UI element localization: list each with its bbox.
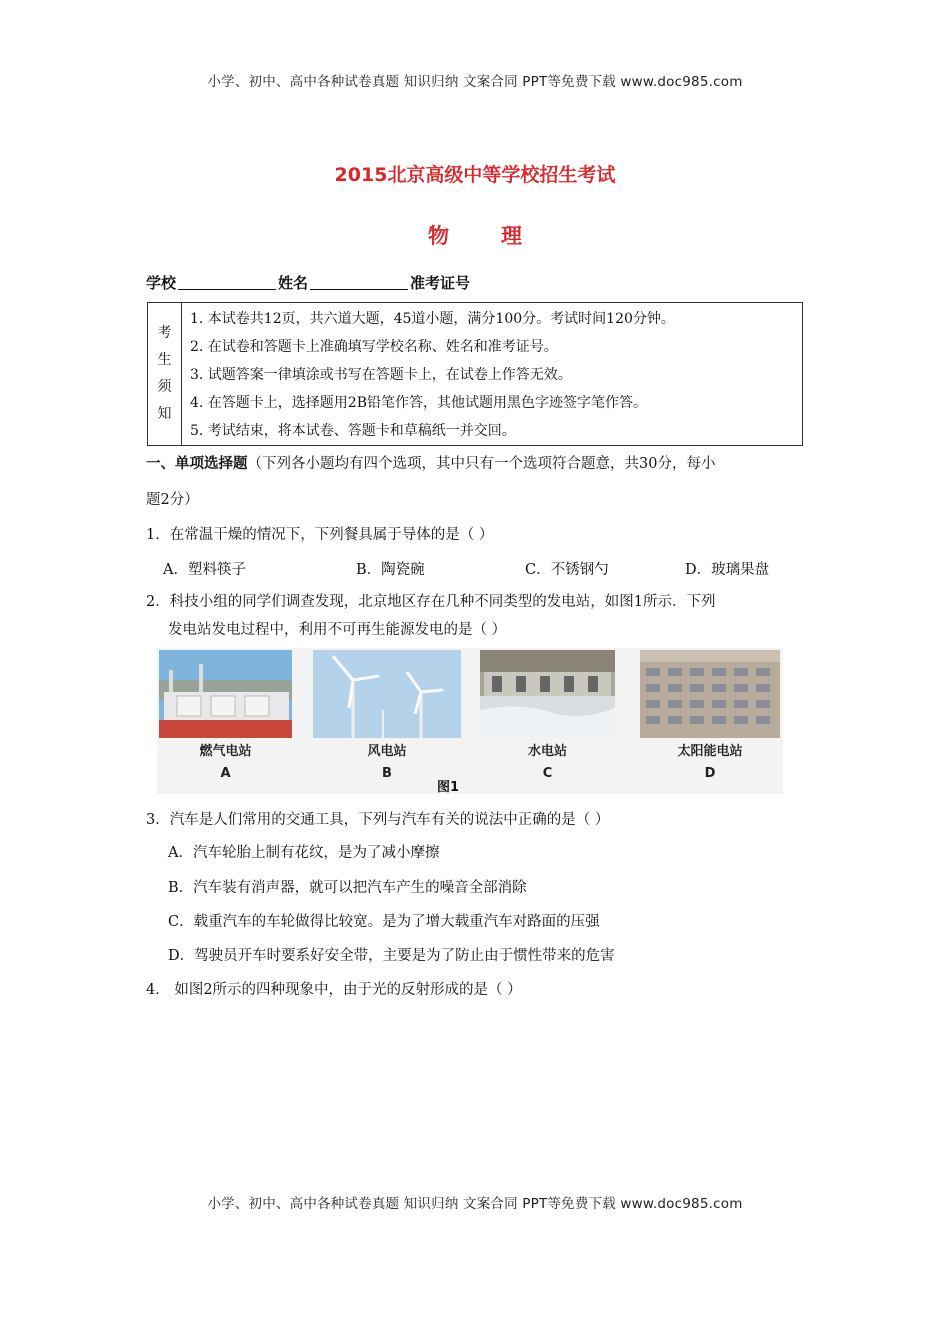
page-header: 小学、初中、高中各种试卷真题 知识归纳 文案合同 PPT等免费下载 www.doc985.com [207, 74, 743, 90]
q3-option-a: A．汽车轮胎上制有花纹，是为了减小摩擦 [168, 845, 440, 861]
hydro-power-station-image [480, 650, 615, 738]
caption-hydro: 水电站 [527, 744, 567, 759]
caption-gas: 燃气电站 [199, 744, 252, 759]
gas-power-station-image [159, 650, 292, 738]
letter-d: D [704, 766, 716, 781]
letter-b: B [382, 766, 392, 781]
notice-item: 4. 在答题卡上，选择题用2B铅笔作答，其他试题用黑色字迹签字笔作答。 [190, 395, 648, 411]
caption-wind: 风电站 [367, 744, 407, 759]
notice-items [182, 303, 802, 445]
student-info-fields [146, 272, 470, 293]
school-label: 学校 [146, 274, 177, 292]
notice-label-char: 考 [157, 325, 172, 341]
section1-heading: 一、单项选择题 [146, 455, 248, 472]
notice-label-char: 知 [157, 406, 172, 422]
exam-title: 2015北京高级中等学校招生考试 [334, 164, 616, 186]
letter-a: A [220, 766, 231, 781]
question-2-stem: 2．科技小组的同学们调查发现，北京地区存在几种不同类型的发电站，如图1所示．下列 [146, 594, 716, 610]
q3-option-c: C．载重汽车的车轮做得比较宽。是为了增大载重汽车对路面的压强 [168, 914, 600, 930]
page-footer: 小学、初中、高中各种试卷真题 知识归纳 文案合同 PPT等免费下载 www.doc985.com [207, 1196, 743, 1212]
q1-option-c: C．不锈钢勺 [525, 562, 609, 578]
notice-item: 1. 本试卷共12页，共六道大题，45道小题，满分100分。考试时间120分钟。 [190, 311, 675, 327]
name-label: 姓名 [278, 274, 309, 292]
notice-label [148, 303, 182, 445]
q1-option-a: A．塑料筷子 [163, 562, 246, 578]
subject-title [0, 220, 950, 250]
notice-item: 2. 在试卷和答题卡上准确填写学校名称、姓名和准考证号。 [190, 339, 558, 355]
notice-label-char: 生 [157, 352, 172, 368]
id-label: 准考证号 [410, 274, 471, 292]
question-2-stem-cont: 发电站发电过程中，利用不可再生能源发电的是（ ） [168, 622, 507, 638]
question-3-stem: 3．汽车是人们常用的交通工具，下列与汽车有关的说法中正确的是（ ） [146, 812, 610, 828]
wind-power-station-image [313, 650, 461, 738]
q1-option-d: D．玻璃果盘 [685, 562, 770, 578]
letter-c: C [542, 766, 553, 781]
section1-heading-line [146, 452, 715, 473]
question-4-stem: 4． 如图2所示的四种现象中，由于光的反射形成的是（ ） [146, 982, 522, 998]
notice-item: 5. 考试结束，将本试卷、答题卡和草稿纸一并交回。 [190, 423, 516, 439]
section1-desc-cont: 题2分） [146, 492, 199, 508]
subject-text: 物理 [428, 224, 574, 248]
name-blank[interactable] [310, 275, 408, 290]
section1-desc: （下列各小题均有四个选项，其中只有一个选项符合题意，共30分，每小 [247, 456, 716, 472]
caption-solar: 太阳能电站 [677, 744, 743, 759]
q1-option-b: B．陶瓷碗 [356, 562, 425, 578]
solar-power-station-image [640, 650, 780, 738]
exam-notice-box [147, 302, 803, 446]
figure-1-power-stations [157, 648, 783, 794]
notice-label-char: 须 [157, 379, 172, 395]
school-blank[interactable] [178, 275, 276, 290]
figure-label: 图1 [437, 780, 460, 795]
q3-option-d: D．驾驶员开车时要系好安全带，主要是为了防止由于惯性带来的危害 [168, 948, 615, 964]
q3-option-b: B．汽车装有消声器，就可以把汽车产生的噪音全部消除 [168, 880, 527, 896]
question-1-stem: 1．在常温干燥的情况下，下列餐具属于导体的是（ ） [146, 527, 494, 543]
notice-item: 3. 试题答案一律填涂或书写在答题卡上，在试卷上作答无效。 [190, 367, 572, 383]
